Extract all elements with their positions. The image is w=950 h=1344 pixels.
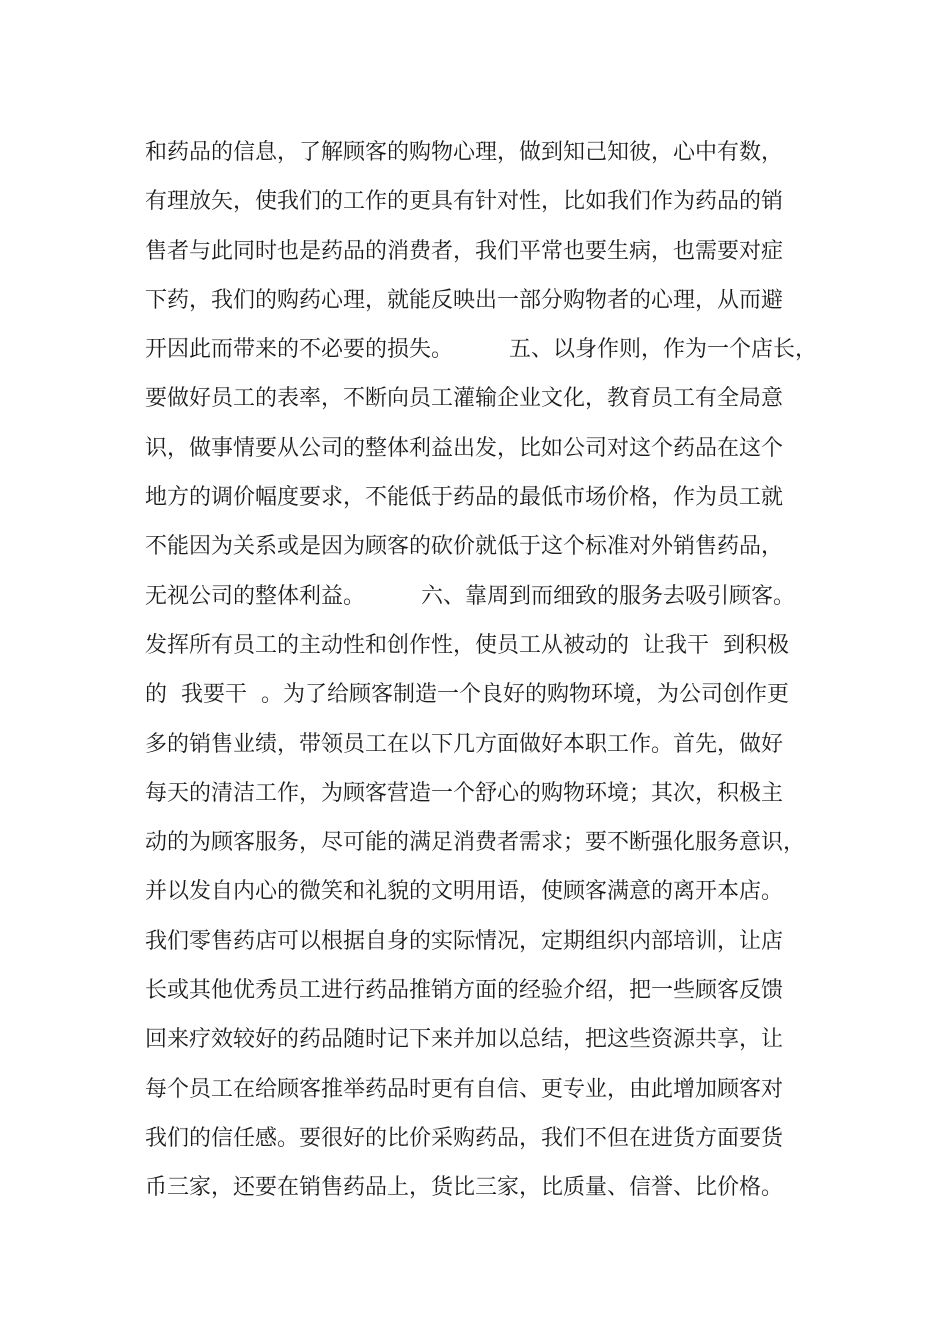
text-line: 开因此而带来的不必要的损失。 五、以身作则，作为一个店长， <box>145 337 817 363</box>
text-line: 我们的信任感。要很好的比价采购药品，我们不但在进货方面要货 <box>145 1125 784 1151</box>
body-text <box>145 128 835 1213</box>
text-line: 下药，我们的购药心理，就能反映出一部分购物者的心理，从而避 <box>145 287 784 313</box>
text-line: 币三家，还要在销售药品上，货比三家，比质量、信誉、比价格。 <box>145 1175 784 1201</box>
text-line: 不能因为关系或是因为顾客的砍价就低于这个标准对外销售药品， <box>145 534 784 560</box>
text-line: 和药品的信息，了解顾客的购物心理，做到知己知彼，心中有数， <box>145 140 784 165</box>
text-line: 回来疗效较好的药品随时记下来并加以总结，把这些资源共享，让 <box>145 1027 784 1053</box>
text-line: 发挥所有员工的主动性和创作性，使员工从被动的 让我干 到积极 <box>145 632 789 658</box>
text-line: 识，做事情要从公司的整体利益出发，比如公司对这个药品在这个 <box>145 435 784 461</box>
text-line: 有理放矢，使我们的工作的更具有针对性，比如我们作为药品的销 <box>145 189 784 215</box>
text-line: 要做好员工的表率，不断向员工灌输企业文化，教育员工有全局意 <box>145 386 784 412</box>
text-line: 售者与此同时也是药品的消费者，我们平常也要生病，也需要对症 <box>145 238 784 264</box>
text-line: 地方的调价幅度要求，不能低于药品的最低市场价格，作为员工就 <box>145 485 784 511</box>
text-line: 多的销售业绩，带领员工在以下几方面做好本职工作。首先，做好 <box>145 731 784 757</box>
text-line: 长或其他优秀员工进行药品推销方面的经验介绍，把一些顾客反馈 <box>145 978 784 1004</box>
text-line: 每个员工在给顾客推举药品时更有自信、更专业，由此增加顾客对 <box>145 1076 784 1102</box>
text-line: 动的为顾客服务，尽可能的满足消费者需求；要不断强化服务意识， <box>145 830 806 856</box>
text-line: 并以发自内心的微笑和礼貌的文明用语，使顾客满意的离开本店。 <box>145 879 784 905</box>
text-line: 每天的清洁工作，为顾客营造一个舒心的购物环境；其次，积极主 <box>145 780 784 806</box>
text-line: 无视公司的整体利益。 六、靠周到而细致的服务去吸引顾客。 <box>145 583 795 609</box>
text-line: 我们零售药店可以根据自身的实际情况，定期组织内部培训，让店 <box>145 928 784 954</box>
text-line: 的 我要干 。为了给顾客制造一个良好的购物环境，为公司创作更 <box>145 682 789 708</box>
